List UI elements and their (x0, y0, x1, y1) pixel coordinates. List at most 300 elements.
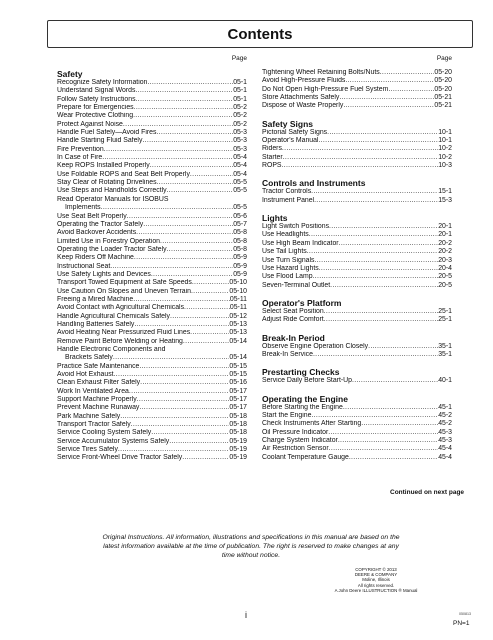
dot-leader (352, 377, 438, 385)
toc-entry-title: Operating the Tractor Safely (57, 220, 144, 228)
dot-leader (282, 145, 438, 153)
toc-entry-page: 05-5 (233, 179, 247, 187)
toc-entry[interactable] (262, 145, 452, 153)
toc-entry-page: 05-20 (434, 85, 452, 93)
toc-entry[interactable] (57, 338, 247, 346)
toc-entry-title: Starter (262, 153, 283, 161)
dot-leader (338, 437, 438, 445)
toc-entry-title: Service Front-Wheel Drive Tractor Safely (57, 454, 183, 462)
toc-entry-title: Observe Engine Operation Closely (262, 342, 369, 350)
toc-entry-title: Service Tires Safely (57, 446, 118, 454)
toc-entry[interactable] (262, 231, 452, 239)
toc-entry-title: Pictorial Safety Signs (262, 128, 328, 136)
toc-entry-page: 05-3 (233, 137, 247, 145)
toc-entry-title: Oil Pressure Indicator (262, 428, 329, 436)
toc-entry[interactable] (57, 129, 247, 137)
toc-entry[interactable] (57, 304, 247, 312)
toc-entry[interactable] (57, 79, 247, 87)
dot-leader (182, 454, 229, 462)
dot-leader (184, 304, 230, 312)
toc-entry-page: 05-2 (233, 112, 247, 120)
copyright-line: A John Deere ILLUSTRUCTION ® Manual (334, 587, 418, 593)
toc-entry[interactable] (57, 371, 247, 379)
toc-entry-title: Stay Clear of Rotating Drivelines (57, 179, 157, 187)
toc-entry[interactable] (262, 429, 452, 437)
dot-leader (123, 121, 233, 129)
toc-entry-page: 05-17 (229, 387, 247, 395)
dot-leader (143, 221, 233, 229)
toc-entry-page: 05-18 (229, 429, 247, 437)
toc-entry-title: Before Starting the Engine (262, 403, 343, 411)
toc-entry[interactable] (262, 265, 452, 273)
toc-entry-title: Start the Engine (262, 411, 312, 419)
toc-entry[interactable] (57, 446, 247, 454)
toc-entry-page: 45-1 (438, 403, 452, 411)
toc-entry[interactable] (262, 129, 452, 137)
dot-leader (131, 421, 230, 429)
toc-entry[interactable] (57, 254, 247, 262)
toc-entry-page: 05-10 (229, 287, 247, 295)
toc-entry-title: Clean Exhaust Filter Safely (57, 379, 141, 387)
toc-entry[interactable] (57, 413, 247, 421)
toc-entry-title: Fire Prevention (57, 145, 104, 153)
toc-entry-page: 05-19 (229, 437, 247, 445)
toc-entry[interactable] (262, 420, 452, 428)
toc-entry-title: Break-In Service (262, 350, 313, 358)
toc-entry-title: Understand Signal Words (57, 87, 136, 95)
section-heading: Break-In Period (262, 332, 325, 343)
toc-entry-page: 05-3 (233, 145, 247, 153)
toc-entry[interactable] (57, 263, 247, 271)
toc-entry[interactable] (262, 248, 452, 256)
toc-entry-page: 20-1 (438, 223, 452, 231)
toc-entry-page: 20-2 (438, 248, 452, 256)
toc-entry[interactable] (262, 273, 452, 281)
toc-entry-page: 45-2 (438, 411, 452, 419)
toc-entry-page: 05-19 (229, 454, 247, 462)
dot-leader (307, 248, 439, 256)
toc-entry[interactable] (57, 146, 247, 154)
dot-leader (311, 188, 438, 196)
dot-leader (313, 273, 439, 281)
toc-entry-page: 15-3 (438, 196, 452, 204)
section-heading: Lights (262, 213, 288, 224)
toc-entry[interactable] (262, 316, 452, 324)
toc-entry[interactable] (57, 87, 247, 95)
dot-leader (309, 231, 438, 239)
toc-entry-title: Wear Protective Clothing (57, 112, 134, 120)
toc-entry[interactable] (57, 238, 247, 246)
toc-entry[interactable] (262, 454, 452, 462)
toc-entry[interactable] (262, 445, 452, 453)
toc-entry-title: Air Restriction Sensor (262, 445, 329, 453)
toc-entry[interactable] (262, 69, 452, 77)
dot-leader (349, 454, 438, 462)
toc-entry-title: Avoid Backover Accidents (57, 229, 137, 237)
section-heading: Safety (57, 69, 83, 79)
dot-leader (167, 246, 234, 254)
toc-entry[interactable] (262, 86, 452, 94)
toc-entry-page: 05-9 (233, 254, 247, 262)
left-column (57, 55, 247, 463)
dot-leader (327, 129, 438, 137)
toc-entry[interactable] (57, 313, 247, 321)
dot-leader (102, 154, 233, 162)
toc-entry[interactable] (262, 257, 452, 265)
toc-entry-title: Light Switch Positions (262, 223, 330, 231)
copyright-line: DEERE & COMPANY (354, 572, 398, 578)
toc-entry-title: Handle Electronic Components and (57, 346, 166, 353)
toc-entry[interactable] (262, 197, 452, 205)
toc-entry[interactable] (57, 204, 247, 212)
toc-entry-title: Instrument Panel (262, 196, 315, 204)
toc-entry-page: 35-1 (438, 350, 452, 358)
toc-entry-page: 05-13 (229, 320, 247, 328)
page-column-header: Page (231, 55, 247, 62)
page-column-header: Page (436, 55, 452, 62)
toc-entry-title: Keep ROPS Installed Properly (57, 162, 150, 170)
dot-leader (136, 96, 234, 104)
toc-entry-page: 05-14 (229, 337, 247, 345)
toc-entry-page: 45-3 (438, 428, 452, 436)
toc-entry-page: 10-2 (438, 153, 452, 161)
dot-leader (133, 296, 230, 304)
toc-entry-title: Operating the Loader Tractor Safely (57, 245, 167, 253)
toc-entry-title: Use Safety Lights and Devices (57, 270, 151, 278)
dot-leader (137, 396, 230, 404)
toc-entry-title: Tractor Controls (262, 188, 312, 196)
toc-entry-title: Practice Safe Maintenance (57, 362, 140, 370)
toc-entry-page: 05-5 (233, 204, 247, 212)
toc-entry-title: Brackets Safely (65, 354, 113, 362)
toc-entry[interactable] (57, 137, 247, 145)
dot-leader (339, 94, 434, 102)
toc-entry[interactable] (57, 296, 247, 304)
dot-leader (318, 137, 438, 145)
toc-entry[interactable] (57, 438, 247, 446)
dot-leader (324, 308, 439, 316)
toc-entry-page: 05-14 (229, 354, 247, 362)
toc-entry-title: Use High Beam Indicator (262, 239, 339, 247)
toc-entry[interactable] (57, 229, 247, 237)
toc-entry-page: 05-9 (233, 262, 247, 270)
copyright-line: COPYRIGHT © 2013 (355, 567, 397, 572)
dot-leader (361, 420, 438, 428)
toc-entry-title: Service Cooling System Safely (57, 429, 152, 437)
toc-entry-title: In Case of Fire (57, 154, 103, 162)
toc-entry-page: 05-18 (229, 412, 247, 420)
toc-entry[interactable] (262, 377, 452, 385)
toc-entry-page: 05-21 (434, 94, 452, 102)
footer-notice: Original Instructions. All information, illustrations and specifications in this manual are based on the latest information available at the time of publication. The right is reserved to make changes at any time without notice. (102, 534, 400, 559)
toc-entry[interactable] (57, 288, 247, 296)
dot-leader (368, 343, 438, 351)
toc-entry[interactable] (57, 329, 247, 337)
toc-entry[interactable] (57, 421, 247, 429)
toc-entry-page: 05-11 (229, 304, 247, 312)
toc-entry-title: Follow Safety Instructions (57, 95, 136, 103)
toc-entry[interactable] (57, 246, 247, 254)
dot-leader (136, 229, 233, 237)
toc-entry[interactable] (57, 187, 247, 195)
toc-entry-page: 40-1 (438, 377, 452, 385)
toc-entry-page: 45-2 (438, 420, 452, 428)
toc-entry[interactable] (262, 162, 452, 170)
toc-entry-page: 05-8 (233, 229, 247, 237)
toc-entry-title: Store Attachments Safely (262, 94, 340, 102)
toc-entry-page: 10-1 (438, 137, 452, 145)
toc-entry-page: 05-15 (229, 362, 247, 370)
dot-leader (101, 204, 234, 212)
toc-entry[interactable] (57, 96, 247, 104)
toc-entry-title: Use Foldable ROPS and Seat Belt Properly (57, 170, 190, 178)
toc-entry-title: Avoid Contact with Agricultural Chemicals (57, 304, 185, 312)
toc-entry[interactable] (262, 308, 452, 316)
toc-entry-title: Park Machine Safely (57, 412, 121, 420)
dot-leader (319, 265, 439, 273)
toc-entry-title: Support Machine Properly (57, 396, 137, 404)
toc-entry-page: 05-17 (229, 396, 247, 404)
toc-entry-title: Avoid High-Pressure Fluids (262, 77, 346, 85)
toc-entry-title: Use Turn Signals (262, 256, 315, 264)
copyright-block (296, 567, 456, 593)
toc-entry-title: Riders (262, 145, 282, 153)
toc-entry[interactable] (57, 221, 247, 229)
toc-entry-title: Check Instruments After Starting (262, 420, 362, 428)
toc-entry[interactable] (262, 240, 452, 248)
toc-entry-title: Handle Agricultural Chemicals Safely (57, 312, 170, 320)
toc-entry-page: 05-2 (233, 104, 247, 112)
toc-entry-title: Coolant Temperature Gauge (262, 453, 349, 461)
toc-entry-page: 20-5 (438, 281, 452, 289)
dot-leader (160, 238, 233, 246)
toc-entry[interactable] (262, 102, 452, 110)
toc-entry[interactable] (57, 271, 247, 279)
dot-leader (345, 77, 434, 85)
toc-entry-page: 20-3 (438, 256, 452, 264)
dot-leader (114, 371, 230, 379)
toc-entry-title: Implements (65, 204, 101, 212)
dot-leader (328, 429, 438, 437)
pn-label: PN=1 (453, 620, 470, 627)
toc-entry[interactable] (57, 121, 247, 129)
toc-entry[interactable] (262, 223, 452, 231)
toc-entry-page: 20-4 (438, 264, 452, 272)
toc-entry-title: Prevent Machine Runaway (57, 404, 140, 412)
dot-leader (283, 154, 439, 162)
toc-entry-page: 05-5 (233, 187, 247, 195)
toc-entry-page: 05-16 (229, 379, 247, 387)
page-title: Contents (47, 20, 473, 48)
toc-entry-page: 35-1 (438, 342, 452, 350)
toc-entry-title: Service Daily Before Start-Up (262, 377, 352, 385)
toc-entry-page: 05-11 (229, 295, 247, 303)
toc-entry-title: Seven-Terminal Outlet (262, 281, 331, 289)
toc-entry-page: 05-4 (233, 154, 247, 162)
toc-entry-title: Use Steps and Handholds Correctly (57, 187, 167, 195)
toc-entry-page: 05-6 (233, 212, 247, 220)
toc-entry-title: Limited Use in Forestry Operation (57, 237, 161, 245)
dot-leader (343, 102, 434, 110)
toc-entry-title: Keep Riders Off Machine (57, 254, 134, 262)
toc-entry-title: Transport Towed Equipment at Safe Speeds (57, 279, 192, 287)
dot-leader (192, 279, 230, 287)
dot-leader (324, 316, 439, 324)
toc-entry-title: Tightening Wheel Retaining Bolts/Nuts (262, 69, 380, 76)
toc-entry-title: Prepare for Emergencies (57, 104, 134, 112)
dot-leader (113, 354, 230, 362)
toc-entry[interactable] (57, 154, 247, 162)
toc-entry[interactable] (262, 77, 452, 85)
toc-entry[interactable] (57, 213, 247, 221)
dot-leader (169, 438, 229, 446)
dot-leader (142, 137, 233, 145)
toc-entry-title: Read Operator Manuals for ISOBUS (57, 195, 169, 203)
dot-leader (134, 321, 229, 329)
toc-entry-page: 20-1 (438, 231, 452, 239)
dot-leader (151, 429, 229, 437)
toc-entry-title: Use Caution On Slopes and Uneven Terrain (57, 287, 191, 295)
toc-entry-title: Remove Paint Before Welding or Heating (57, 337, 183, 345)
toc-entry[interactable] (262, 154, 452, 162)
section-heading: Operator's Platform (262, 297, 342, 308)
toc-entry[interactable] (57, 346, 247, 354)
dot-leader (329, 445, 439, 453)
toc-entry[interactable] (57, 321, 247, 329)
toc-entry[interactable] (57, 396, 247, 404)
dot-leader (129, 388, 229, 396)
dot-leader (314, 257, 438, 265)
dot-leader (140, 379, 229, 387)
dot-leader (314, 197, 438, 205)
toc-entry-title: Use Tail Lights (262, 248, 307, 256)
toc-entry[interactable] (262, 137, 452, 145)
dot-leader (191, 288, 229, 296)
toc-entry-page: 05-18 (229, 421, 247, 429)
toc-entry-title: Instructional Seat (57, 262, 111, 270)
toc-entry-title: Use Seat Belt Properly (57, 212, 127, 220)
toc-entry-page: 05-21 (434, 102, 452, 110)
dot-leader (156, 129, 233, 137)
dot-leader (313, 351, 438, 359)
dot-leader (147, 79, 233, 87)
toc-entry-page: 05-17 (229, 404, 247, 412)
toc-entry[interactable] (262, 282, 452, 290)
toc-entry-title: Recognize Safety Information (57, 79, 148, 86)
dot-leader (134, 104, 234, 112)
toc-entry-page: 45-4 (438, 453, 452, 461)
toc-entry-title: Handling Batteries Safely (57, 320, 135, 328)
toc-entry[interactable] (57, 379, 247, 387)
toc-entry-page: 05-1 (233, 79, 247, 86)
dot-leader (110, 263, 233, 271)
toc-entry[interactable] (57, 363, 247, 371)
section-heading: Operating the Engine (262, 393, 348, 404)
toc-entry-title: Service Accumulator Systems Safely (57, 437, 170, 445)
toc-entry-title: Avoid Heating Near Pressurized Fluid Lines (57, 329, 191, 337)
toc-entry-page: 25-1 (438, 316, 452, 324)
toc-entry[interactable] (262, 343, 452, 351)
dot-leader (139, 404, 229, 412)
toc-entry-title: Protect Against Noise (57, 120, 123, 128)
dot-leader (127, 213, 233, 221)
toc-entry[interactable] (57, 104, 247, 112)
toc-entry-title: Use Hazard Lights (262, 264, 319, 272)
toc-entry[interactable] (57, 354, 247, 362)
toc-entry-title: Select Seat Position (262, 307, 324, 315)
toc-entry-page: 05-4 (233, 162, 247, 170)
dot-leader (135, 87, 233, 95)
toc-entry-title: Dispose of Waste Properly (262, 102, 344, 110)
dot-leader (120, 413, 229, 421)
toc-entry[interactable] (57, 179, 247, 187)
toc-entry-title: Avoid Hot Exhaust (57, 371, 114, 379)
toc-entry[interactable] (262, 404, 452, 412)
dot-leader (150, 162, 234, 170)
toc-entry[interactable] (262, 437, 452, 445)
dot-leader (343, 404, 438, 412)
copyright-line: Moline, Illinois (362, 577, 390, 583)
toc-entry[interactable] (57, 171, 247, 179)
toc-entry[interactable] (57, 404, 247, 412)
dot-leader (151, 271, 233, 279)
toc-entry-page: 25-1 (438, 307, 452, 315)
toc-entry[interactable] (57, 196, 247, 204)
toc-entry[interactable] (262, 94, 452, 102)
copyright-line: All rights reserved. (357, 582, 395, 588)
section-heading: Controls and Instruments (262, 178, 366, 189)
toc-entry[interactable] (57, 454, 247, 462)
toc-entry-title: ROPS (262, 162, 282, 170)
toc-entry-title: Adjust Ride Comfort (262, 316, 324, 324)
toc-entry-page: 15-1 (438, 188, 452, 196)
dot-leader (104, 146, 233, 154)
toc-entry-title: Charge System Indicator (262, 436, 338, 444)
toc-entry-title: Freeing a Mired Machine (57, 295, 134, 303)
toc-entry-title: Use Headlights (262, 231, 309, 239)
dot-leader (282, 162, 439, 170)
toc-entry[interactable] (262, 351, 452, 359)
toc-entry[interactable] (57, 388, 247, 396)
dot-leader (190, 329, 229, 337)
page-number: i (245, 610, 247, 620)
toc-entry[interactable] (262, 412, 452, 420)
continued-note: Continued on next page (390, 489, 465, 496)
dot-leader (167, 187, 234, 195)
toc-entry-page: 20-2 (438, 239, 452, 247)
toc-entry[interactable] (262, 188, 452, 196)
dot-leader (339, 240, 439, 248)
section-heading: Prestarting Checks (262, 367, 340, 378)
dot-leader (134, 254, 233, 262)
dot-leader (329, 223, 438, 231)
dot-leader (380, 69, 435, 77)
toc-entry-page: 05-8 (233, 237, 247, 245)
toc-entry-page: 05-1 (233, 87, 247, 95)
toc-entry-title: Do Not Open High-Pressure Fuel System (262, 85, 389, 93)
toc-entry-page: 05-2 (233, 120, 247, 128)
toc-entry[interactable] (57, 112, 247, 120)
toc-entry-page: 05-15 (229, 371, 247, 379)
toc-entry-page: 05-9 (233, 270, 247, 278)
toc-entry[interactable] (57, 429, 247, 437)
toc-entry[interactable] (57, 279, 247, 287)
toc-entry[interactable] (57, 162, 247, 170)
dot-leader (170, 313, 229, 321)
toc-entry-page: 45-4 (438, 445, 452, 453)
toc-entry-page: 05-4 (233, 170, 247, 178)
dot-leader (311, 412, 438, 420)
